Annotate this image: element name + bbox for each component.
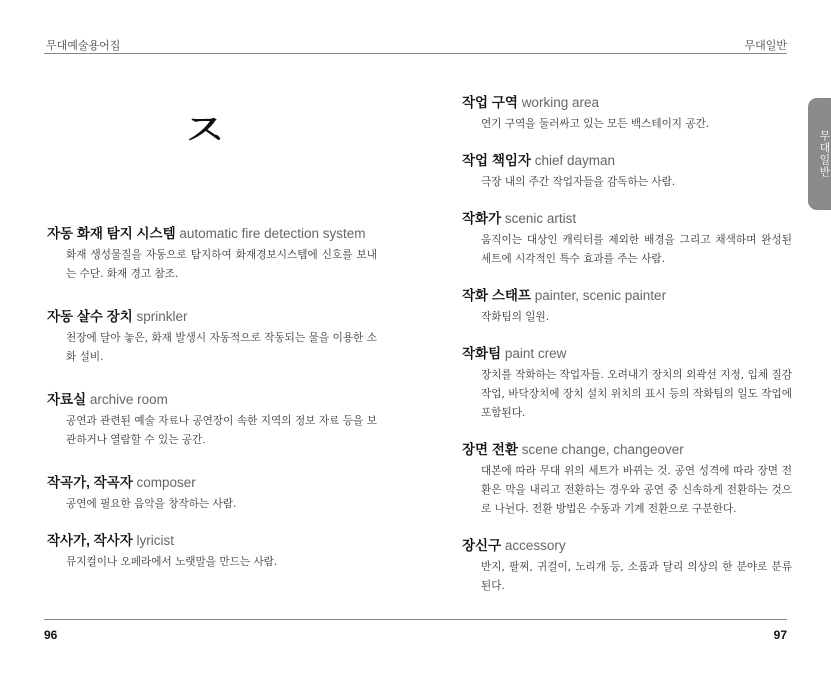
page-number-right: 97 — [773, 628, 787, 642]
glossary-entry — [47, 225, 377, 284]
term-korean: 작업 구역 — [462, 95, 518, 110]
glossary-entry — [462, 345, 792, 423]
glossary-entry — [462, 287, 792, 327]
entry-definition: 천장에 달아 놓은, 화재 발생시 자동적으로 작동되는 물을 이용한 소화 설비. — [66, 332, 377, 363]
entry-term — [47, 308, 377, 326]
term-korean: 자료실 — [47, 392, 87, 407]
entry-definition: 공연과 관련된 예술 자료나 공연장이 속한 지역의 정보 자료 등을 보관하거나 열람할 수 있는 공간. — [66, 415, 377, 446]
entry-definition: 화재 생성물질을 자동으로 탐지하여 화재경보시스템에 신호를 보내는 수단. 화재 경고 참조. — [66, 249, 377, 280]
glossary-entry — [47, 532, 377, 572]
term-korean: 작화팀 — [462, 346, 502, 361]
entry-definition: 공연에 필요한 음악을 창작하는 사람. — [66, 498, 237, 510]
entry-definition: 극장 내의 주간 작업자들을 감독하는 사람. — [481, 176, 676, 188]
chapter-letter: ㅈ — [180, 102, 229, 160]
term-english: scenic artist — [504, 211, 577, 226]
term-korean: 장면 전환 — [462, 442, 518, 457]
term-english: sprinkler — [136, 309, 188, 324]
entry-term — [462, 345, 792, 363]
running-header-right: 무대일반 — [744, 40, 787, 52]
entry-definition: 뮤지컬이나 오페라에서 노랫말을 만드는 사람. — [66, 556, 278, 568]
term-english: automatic fire detection system — [179, 226, 366, 241]
entry-term — [462, 287, 792, 305]
glossary-entry — [47, 391, 377, 450]
term-english: composer — [136, 475, 196, 490]
entry-definition: 반지, 팔찌, 귀걸이, 노리개 등, 소품과 달리 의상의 한 분야로 분류된다. — [481, 561, 792, 592]
right-column — [462, 94, 792, 596]
glossary-entry — [47, 308, 377, 367]
term-korean: 작화가 — [462, 211, 502, 226]
term-korean: 자동 살수 장치 — [47, 309, 133, 324]
entry-term — [462, 152, 792, 170]
entry-definition: 장치를 작화하는 작업자들. 오려내기 장치의 외곽선 지정, 입체 질감 작업, 바닥장치에 장치 설치 위치의 표시 등의 작화팀의 일도 작업에 포함된다. — [481, 369, 792, 419]
running-header-left: 무대예술용어집 — [46, 40, 121, 52]
glossary-entry — [462, 210, 792, 269]
term-english: painter, scenic painter — [534, 288, 667, 303]
entry-term — [47, 391, 377, 409]
glossary-entry — [47, 474, 377, 514]
page-number-left: 96 — [44, 628, 58, 642]
entry-term — [462, 210, 792, 228]
header-rule — [44, 53, 787, 54]
term-korean: 장신구 — [462, 538, 502, 553]
term-korean: 작업 책임자 — [462, 153, 531, 168]
entry-definition: 대본에 따라 무대 위의 세트가 바뀌는 것. 공연 성격에 따라 장면 전환은 막을 내리고 전환하는 경우와 공연 중 신속하게 전환하는 것으로 나뉜다. 전환 방법은 수동과 기계 전환으로 구분한다. — [481, 465, 792, 515]
entry-term — [47, 532, 377, 550]
term-korean: 자동 화재 탐지 시스템 — [47, 226, 176, 241]
entry-definition: 작화팀의 일원. — [481, 311, 550, 323]
footer-rule — [44, 619, 787, 620]
term-english: paint crew — [504, 346, 567, 361]
glossary-entry — [462, 441, 792, 519]
term-english: scene change, changeover — [521, 442, 684, 457]
entry-term — [47, 474, 377, 492]
entry-term — [47, 225, 377, 243]
term-korean: 작사가, 작사자 — [47, 533, 133, 548]
term-english: chief dayman — [534, 153, 616, 168]
term-english: archive room — [89, 392, 168, 407]
left-column — [47, 225, 377, 572]
section-tab-label: 무대일반 — [818, 130, 830, 178]
term-english: working area — [521, 95, 599, 110]
entry-term — [462, 94, 792, 112]
glossary-entry — [462, 152, 792, 192]
term-korean: 작곡가, 작곡자 — [47, 475, 133, 490]
glossary-entry — [462, 537, 792, 596]
glossary-entry — [462, 94, 792, 134]
term-english: accessory — [504, 538, 566, 553]
term-korean: 작화 스태프 — [462, 288, 531, 303]
term-english: lyricist — [136, 533, 175, 548]
entry-definition: 연기 구역을 둘러싸고 있는 모든 백스테이지 공간. — [481, 118, 710, 130]
entry-term — [462, 441, 792, 459]
entry-term — [462, 537, 792, 555]
section-tab — [808, 98, 831, 210]
entry-definition: 움직이는 대상인 캐릭터를 제외한 배경을 그리고 채색하며 완성된 세트에 시각적인 특수 효과를 주는 사람. — [481, 234, 792, 265]
